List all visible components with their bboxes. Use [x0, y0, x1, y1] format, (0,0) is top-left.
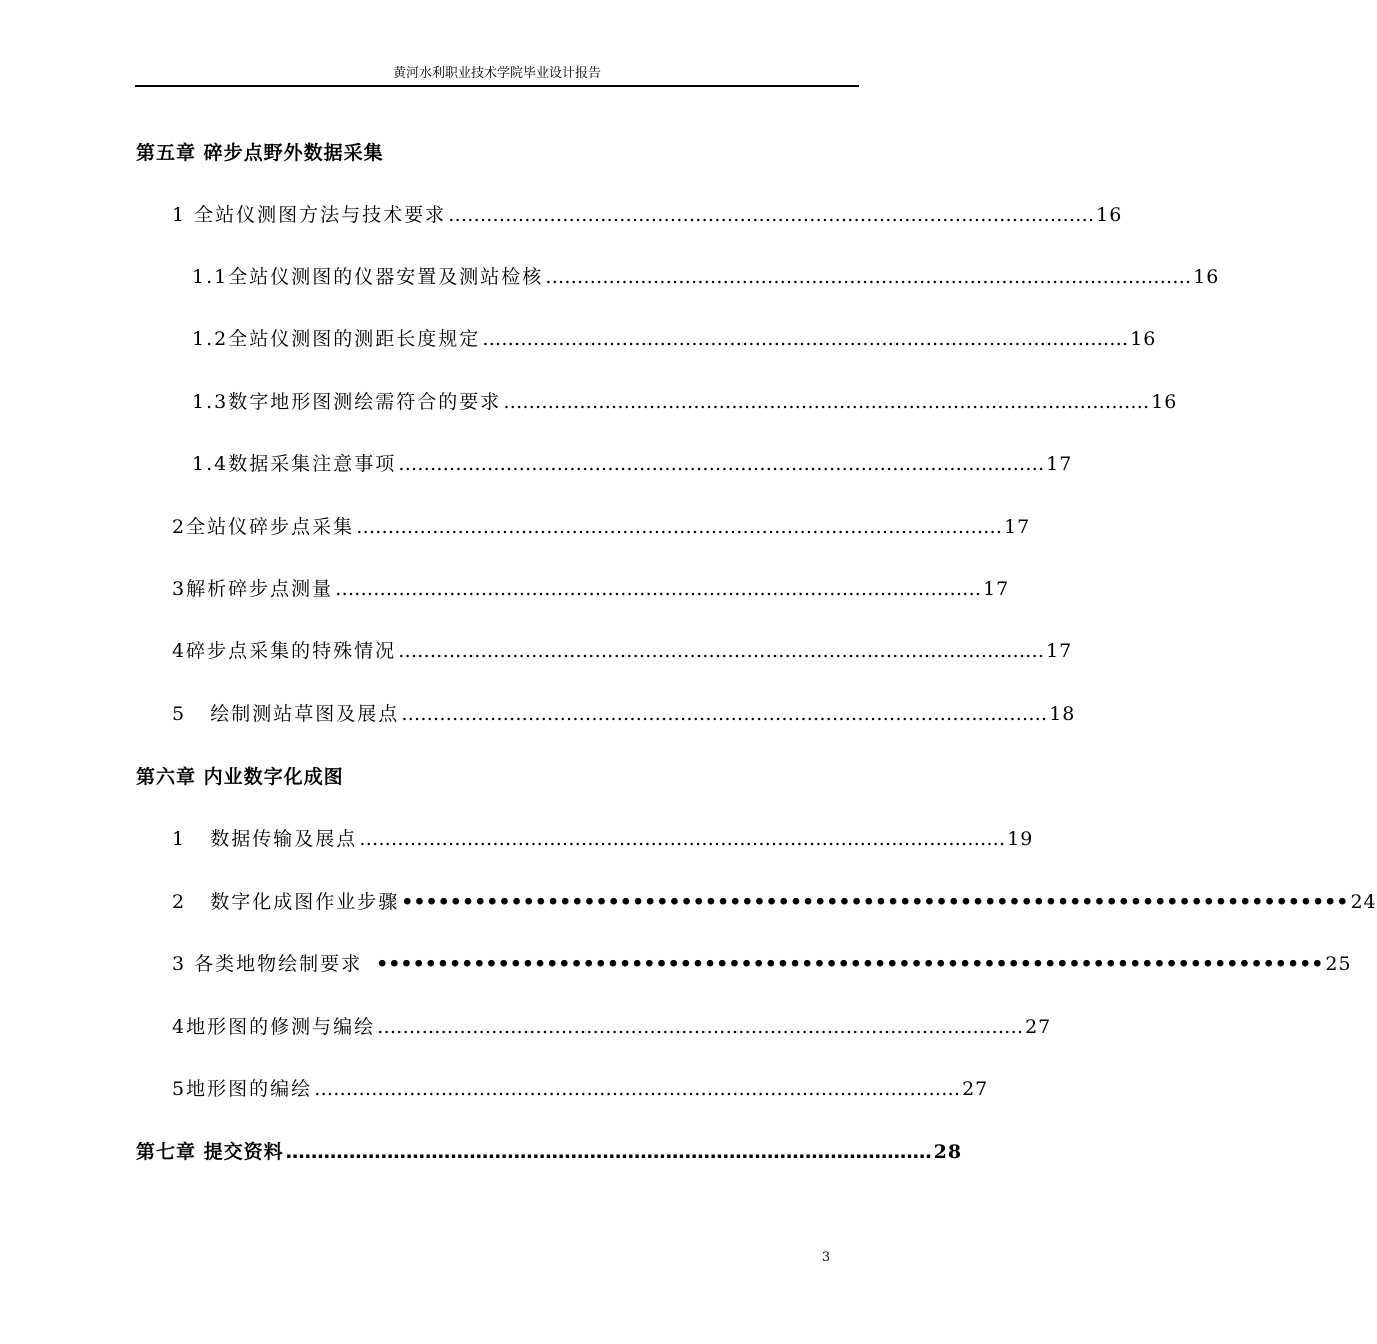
dot-leader: ………………………………………………………………………………………… — [359, 828, 1006, 850]
toc-entry-label: 1 全站仪测图方法与技术要求 — [172, 204, 447, 226]
dot-leader: ………………………………………………………………………………………… — [377, 1016, 1024, 1038]
toc-page-number: 16 — [1096, 204, 1123, 226]
toc-entry-label: 2 数字化成图作业步骤 — [172, 891, 400, 913]
toc-entry-label: 4碎步点采集的特殊情况 — [172, 640, 397, 662]
dot-leader: •••••••••••••••••••••••••••••••••••••••••••••••••••••••••••••••••••••••••••••• — [376, 953, 1324, 975]
header-rule — [135, 85, 859, 87]
toc-entry-label: 3解析碎步点测量 — [172, 578, 334, 600]
dot-leader: ………………………………………………………………………………………… — [503, 391, 1150, 413]
toc-entry — [172, 701, 1076, 727]
toc-chapter-7 — [136, 1139, 963, 1165]
toc-page-number: 19 — [1007, 828, 1034, 850]
toc-page-number: 27 — [1025, 1016, 1052, 1038]
toc-entry-label: 5地形图的编绘 — [172, 1078, 313, 1100]
toc-entry-label: 第五章 碎步点野外数据采集 — [136, 142, 384, 164]
toc-page-number: 16 — [1193, 266, 1220, 288]
toc-page-number: 16 — [1151, 391, 1178, 413]
toc-entry — [192, 264, 1220, 290]
dot-leader: ………………………………………………………………………………………… — [285, 1141, 932, 1163]
toc-entry — [192, 451, 1073, 477]
toc-entry — [172, 576, 1010, 602]
toc-entry — [172, 889, 1377, 915]
toc-entry-label: 1.3数字地形图测绘需符合的要求 — [192, 391, 502, 413]
dot-leader: ………………………………………………………………………………………… — [335, 578, 982, 600]
toc-entry-label: 4地形图的修测与编绘 — [172, 1016, 376, 1038]
toc-entry — [172, 951, 1352, 977]
toc-entry-label: 3 各类地物绘制要求 — [172, 953, 363, 975]
dot-leader: ………………………………………………………………………………………… — [448, 204, 1095, 226]
toc-page-number: 27 — [962, 1078, 989, 1100]
toc-entry-label: 1.2全站仪测图的测距长度规定 — [192, 328, 481, 350]
toc-entry — [192, 326, 1157, 352]
toc-page-number: 17 — [1046, 640, 1073, 662]
toc-entry-label: 1.4数据采集注意事项 — [192, 453, 397, 475]
toc-page-number: 18 — [1049, 703, 1076, 725]
toc-page-number: 17 — [1046, 453, 1073, 475]
toc-entry — [172, 202, 1123, 228]
toc-page-number: 16 — [1130, 328, 1157, 350]
dot-leader: ………………………………………………………………………………………… — [482, 328, 1129, 350]
page-header: 黄河水利职业技术学院毕业设计报告 — [392, 66, 601, 81]
toc-entry-label: 第六章 内业数字化成图 — [136, 766, 344, 788]
toc-entry — [192, 389, 1178, 415]
toc-entry-label: 5 绘制测站草图及展点 — [172, 703, 400, 725]
page-number: 3 — [821, 1250, 831, 1265]
toc-entry — [172, 638, 1073, 664]
dot-leader: •••••••••••••••••••••••••••••••••••••••••••••••••••••••••••••••••••••••••••••• — [401, 891, 1349, 913]
toc-entry — [172, 1076, 989, 1102]
toc-entry-label: 1.1全站仪测图的仪器安置及测站检核 — [192, 266, 544, 288]
toc-page-number: 17 — [1004, 516, 1031, 538]
toc-page-number: 24 — [1350, 891, 1377, 913]
toc-chapter-5 — [136, 140, 436, 166]
dot-leader: ………………………………………………………………………………………… — [545, 266, 1192, 288]
toc-entry — [172, 514, 1031, 540]
toc-page-number: 28 — [933, 1141, 963, 1163]
dot-leader: ………………………………………………………………………………………… — [398, 453, 1045, 475]
toc-page-number: 25 — [1325, 953, 1352, 975]
toc-entry-label: 第七章 提交资料 — [136, 1141, 284, 1163]
dot-leader: ………………………………………………………………………………………… — [398, 640, 1045, 662]
toc-entry-label: 1 数据传输及展点 — [172, 828, 358, 850]
dot-leader: ………………………………………………………………………………………… — [314, 1078, 961, 1100]
toc-entry — [172, 1014, 1052, 1040]
toc-entry — [172, 826, 1034, 852]
toc-entry-label: 2全站仪碎步点采集 — [172, 516, 355, 538]
toc-chapter-6 — [136, 764, 436, 790]
toc-page-number: 17 — [983, 578, 1010, 600]
dot-leader: ………………………………………………………………………………………… — [401, 703, 1048, 725]
dot-leader: ………………………………………………………………………………………… — [356, 516, 1003, 538]
